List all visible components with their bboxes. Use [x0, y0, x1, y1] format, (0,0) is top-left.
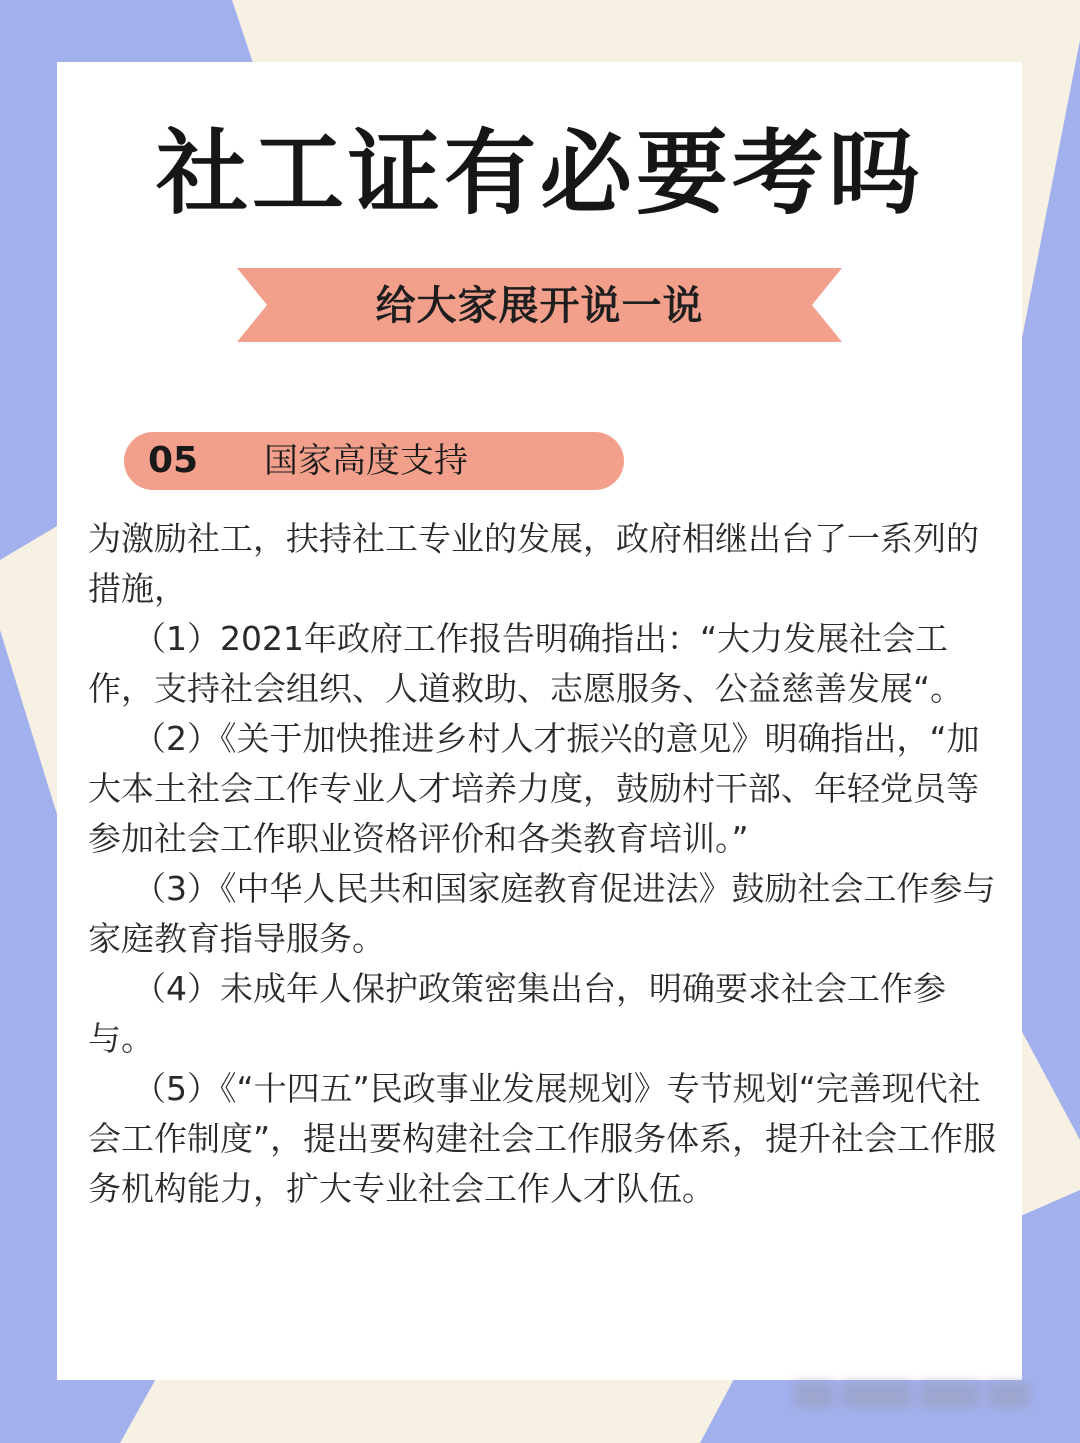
intro-paragraph: 为激励社工，扶持社工专业的发展，政府相继出台了一系列的措施， — [88, 519, 979, 608]
section-label: 国家高度支持 — [264, 441, 468, 481]
subtitle-ribbon — [237, 268, 842, 342]
list-item-3: （3）《中华人民共和国家庭教育促进法》鼓励社会工作参与家庭教育指导服务。 — [88, 869, 996, 958]
blurred-watermark — [790, 1370, 1040, 1422]
section-tag — [124, 432, 624, 490]
section-number: 05 — [148, 440, 199, 481]
list-item-2: （2）《关于加快推进乡村人才振兴的意见》明确指出，“加大本土社会工作专业人才培养力度，鼓励村干部、年轻党员等参加社会工作职业资格评价和各类教育培训。” — [88, 719, 980, 858]
ribbon-text: 给大家展开说一说 — [375, 283, 704, 329]
page-title: 社工证有必要考吗 — [155, 119, 924, 227]
list-item-1: （1）2021年政府工作报告明确指出：“大力发展社会工作，支持社会组织、人道救助、志愿服务、公益慈善发展“。 — [88, 619, 964, 708]
body-text — [88, 514, 1000, 1214]
list-item-4: （4）未成年人保护政策密集出台，明确要求社会工作参与。 — [88, 969, 946, 1058]
list-item-5: （5）《“十四五”民政事业发展规划》专节规划“完善现代社会工作制度”，提出要构建社会工作服务体系，提升社会工作服务机构能力，扩大专业社会工作人才队伍。 — [88, 1069, 997, 1208]
